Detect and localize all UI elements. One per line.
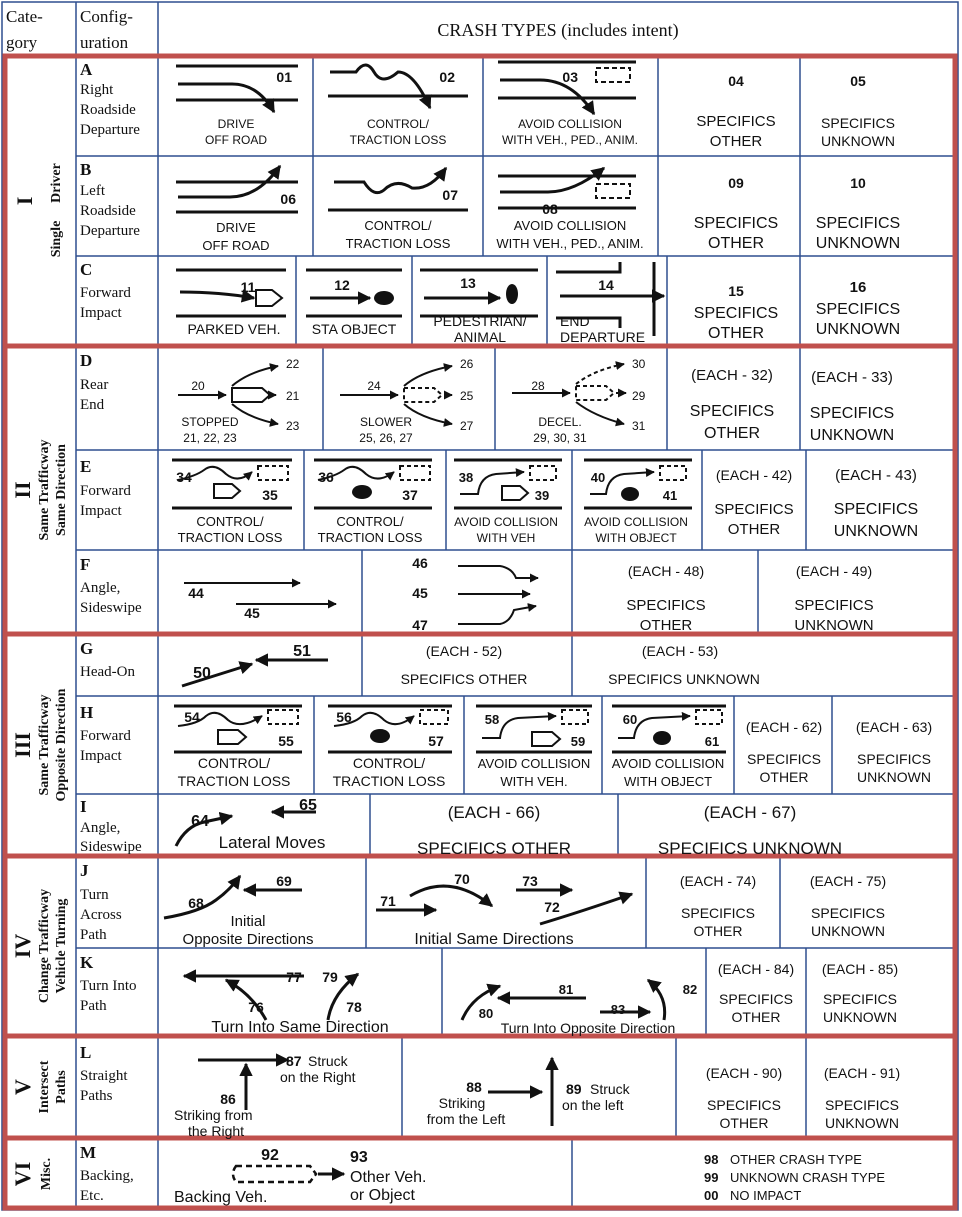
cell-54-number: 54 bbox=[184, 709, 200, 725]
row-E bbox=[172, 460, 692, 508]
cell-15-number: 15 bbox=[728, 283, 744, 299]
config-letter-E: E bbox=[80, 457, 92, 476]
cell-01-label-1: DRIVE bbox=[217, 117, 255, 131]
config-letter-I: I bbox=[80, 797, 87, 816]
cell-77-number: 77 bbox=[286, 969, 302, 985]
header-category-1: Cate- bbox=[6, 7, 43, 26]
cell-92-label-1: Backing Veh. bbox=[174, 1189, 268, 1206]
cell-05-label-2: UNKNOWN bbox=[821, 133, 895, 149]
cell-86-number: 86 bbox=[220, 1091, 236, 1107]
category-id-VI: VI bbox=[10, 1161, 35, 1187]
cell-70-label-1: Initial Same Directions bbox=[414, 931, 574, 948]
cell-16-label-1: SPECIFICS bbox=[815, 301, 901, 318]
cell-02-label-2: TRACTION LOSS bbox=[349, 133, 447, 147]
cell-75-label-1: SPECIFICS bbox=[811, 905, 885, 921]
cell-63-label-1: SPECIFICS bbox=[857, 751, 931, 767]
cell-87-label-1: Struck bbox=[308, 1053, 348, 1069]
cell-31-number: 31 bbox=[632, 419, 646, 433]
cell-34-label-2: TRACTION LOSS bbox=[177, 530, 283, 545]
cell-62-label-2: OTHER bbox=[759, 769, 809, 785]
cell-47-number: 47 bbox=[412, 617, 428, 633]
cell-74-label-1: SPECIFICS bbox=[681, 905, 755, 921]
config-name-L-2: Paths bbox=[80, 1088, 113, 1104]
cell-52-each: (EACH - 52) bbox=[425, 643, 503, 659]
cell-13-number: 13 bbox=[460, 275, 476, 291]
config-letter-H: H bbox=[80, 703, 94, 722]
cell-98-number: 98 bbox=[704, 1152, 719, 1167]
cell-58-number: 58 bbox=[484, 712, 500, 727]
cell-08 bbox=[498, 168, 636, 208]
config-letter-D: D bbox=[80, 351, 93, 370]
cell-69-number: 69 bbox=[276, 873, 292, 889]
cell-16-label-2: UNKNOWN bbox=[815, 321, 901, 338]
cell-26-number: 26 bbox=[460, 357, 474, 371]
config-letter-G: G bbox=[80, 639, 94, 658]
cell-04-number: 04 bbox=[728, 73, 744, 89]
category-id-IV: IV bbox=[10, 933, 35, 959]
cell-06-label-1: DRIVE bbox=[216, 220, 256, 235]
row-H bbox=[174, 706, 726, 752]
cell-38-label-2: WITH VEH bbox=[476, 531, 536, 545]
cell-58-label-1: AVOID COLLISION bbox=[477, 756, 591, 771]
cell-61-number: 61 bbox=[704, 734, 720, 749]
config-letter-K: K bbox=[80, 953, 94, 972]
config-letter-B: B bbox=[80, 160, 92, 179]
config-name-D-1: Rear bbox=[80, 377, 109, 393]
cell-43-label-2: UNKNOWN bbox=[833, 523, 919, 540]
cell-41-number: 41 bbox=[662, 488, 678, 503]
cell-65-number: 65 bbox=[299, 797, 317, 814]
cell-09-label-2: OTHER bbox=[708, 235, 764, 252]
cell-78-number: 78 bbox=[346, 999, 362, 1015]
config-name-K-2: Path bbox=[80, 998, 107, 1014]
cell-60-number: 60 bbox=[622, 712, 638, 727]
cell-40-label-1: AVOID COLLISION bbox=[584, 515, 688, 529]
cell-40-label-2: WITH OBJECT bbox=[595, 531, 677, 545]
category-name-III-1: Same Trafficway bbox=[37, 694, 52, 796]
cell-66-each: (EACH - 66) bbox=[447, 803, 541, 822]
config-name-G-1: Head-On bbox=[80, 664, 135, 680]
cell-38-number: 38 bbox=[458, 470, 474, 485]
cell-11-label-1: PARKED VEH. bbox=[187, 321, 281, 337]
cell-79-number: 79 bbox=[322, 969, 338, 985]
cell-slower-label-2: 25, 26, 27 bbox=[359, 431, 413, 445]
cell-20-number: 20 bbox=[191, 379, 205, 393]
cell-12-number: 12 bbox=[334, 277, 350, 293]
cell-80-label-1: Turn Into Opposite Direction bbox=[500, 1020, 676, 1036]
cell-01-label-2: OFF ROAD bbox=[205, 133, 267, 147]
cell-25-number: 25 bbox=[460, 389, 474, 403]
cell-03-label-1: AVOID COLLISION bbox=[518, 117, 622, 131]
header bbox=[6, 7, 679, 52]
cell-34-number: 34 bbox=[176, 469, 192, 485]
cell-84-label-2: OTHER bbox=[731, 1009, 781, 1025]
cell-27-number: 27 bbox=[460, 419, 474, 433]
config-name-E-1: Forward bbox=[80, 483, 131, 499]
cell-85-each: (EACH - 85) bbox=[821, 961, 899, 977]
cell-92-number: 92 bbox=[261, 1147, 279, 1164]
cell-88-number: 88 bbox=[466, 1079, 482, 1095]
cell-67-label-1: SPECIFICS UNKNOWN bbox=[657, 839, 843, 858]
cell-22-number: 22 bbox=[286, 357, 300, 371]
row-M bbox=[233, 1166, 344, 1182]
config-letter-M: M bbox=[80, 1143, 97, 1162]
cell-54-label-2: TRACTION LOSS bbox=[177, 773, 291, 789]
config-name-J-3: Path bbox=[80, 927, 107, 943]
cell-86-label-2: the Right bbox=[188, 1123, 245, 1139]
header-configuration-1: Config- bbox=[80, 7, 133, 26]
cell-62-label-1: SPECIFICS bbox=[747, 751, 821, 767]
cell-29-number: 29 bbox=[632, 389, 646, 403]
cell-85-label-2: UNKNOWN bbox=[823, 1009, 897, 1025]
cell-43-label-1: SPECIFICS bbox=[833, 501, 919, 518]
cell-63-label-2: UNKNOWN bbox=[857, 769, 931, 785]
config-name-F-1: Angle, bbox=[80, 580, 121, 596]
category-name-V-2: Paths bbox=[54, 1070, 69, 1104]
cell-07-label-1: CONTROL/ bbox=[364, 218, 432, 233]
cell-59-number: 59 bbox=[570, 734, 586, 749]
category-name-V-1: Intersect bbox=[37, 1060, 52, 1114]
config-letter-C: C bbox=[80, 260, 93, 279]
cell-48-each: (EACH - 48) bbox=[627, 563, 705, 579]
cell-80-number: 80 bbox=[478, 1006, 494, 1021]
cell-45b-number: 45 bbox=[412, 585, 428, 601]
cell-33-label-2: UNKNOWN bbox=[809, 427, 895, 444]
cell-90-label-2: OTHER bbox=[719, 1115, 769, 1131]
category-name-I-1: Single bbox=[49, 220, 64, 258]
cell-91-each: (EACH - 91) bbox=[823, 1065, 901, 1081]
cell-53-label-1: SPECIFICS UNKNOWN bbox=[608, 671, 760, 687]
cell-00-label: NO IMPACT bbox=[730, 1188, 802, 1203]
cell-15-label-2: OTHER bbox=[708, 325, 764, 342]
cell-decel-label-2: 29, 30, 31 bbox=[533, 431, 587, 445]
cell-01-number: 01 bbox=[276, 69, 292, 85]
cell-76-label-1: Turn Into Same Direction bbox=[211, 1019, 389, 1036]
cell-49-label-1: SPECIFICS bbox=[794, 597, 874, 614]
cell-32-each: (EACH - 32) bbox=[691, 367, 773, 384]
cell-56-label-2: TRACTION LOSS bbox=[332, 773, 446, 789]
cell-40-number: 40 bbox=[590, 470, 606, 485]
cell-62-each: (EACH - 62) bbox=[745, 719, 823, 735]
cell-74-label-2: OTHER bbox=[693, 923, 743, 939]
cell-02-label-1: CONTROL/ bbox=[366, 117, 430, 131]
cell-05-label-1: SPECIFICS bbox=[821, 115, 895, 131]
cell-93-number: 93 bbox=[350, 1149, 368, 1166]
config-name-E-2: Impact bbox=[80, 503, 122, 519]
category-id-I: I bbox=[12, 196, 37, 206]
config-name-C-2: Impact bbox=[80, 305, 122, 321]
cell-75-label-2: UNKNOWN bbox=[811, 923, 885, 939]
cell-15-label-1: SPECIFICS bbox=[693, 305, 779, 322]
config-letter-J: J bbox=[80, 861, 89, 880]
cell-13-label-1: PEDESTRIAN/ bbox=[433, 313, 527, 329]
cell-32-label-1: SPECIFICS bbox=[689, 403, 775, 420]
cell-98-label: OTHER CRASH TYPE bbox=[730, 1152, 862, 1167]
cell-34-label-1: CONTROL/ bbox=[196, 514, 264, 529]
config-name-M-1: Backing, bbox=[80, 1168, 134, 1184]
cell-58-label-2: WITH VEH. bbox=[500, 774, 568, 789]
cell-16-number: 16 bbox=[849, 279, 867, 296]
cell-37-number: 37 bbox=[402, 487, 418, 503]
config-name-D-2: End bbox=[80, 397, 105, 413]
cell-49-each: (EACH - 49) bbox=[795, 563, 873, 579]
cell-89-number: 89 bbox=[566, 1081, 582, 1097]
category-name-II-2: Same Direction bbox=[54, 444, 69, 536]
cell-81-number: 81 bbox=[558, 982, 574, 997]
config-name-M-2: Etc. bbox=[80, 1188, 104, 1204]
cell-stopped-label-2: 21, 22, 23 bbox=[183, 431, 237, 445]
config-letter-F: F bbox=[80, 555, 91, 574]
config-name-A-1: Right bbox=[80, 82, 114, 98]
cell-60-label-1: AVOID COLLISION bbox=[611, 756, 725, 771]
cell-68-label-1: Initial bbox=[230, 913, 266, 930]
cell-70-number: 70 bbox=[454, 871, 470, 887]
cell-14-number: 14 bbox=[598, 277, 614, 293]
cell-03-label-2: WITH VEH., PED., ANIM. bbox=[501, 133, 639, 147]
cell-71-number: 71 bbox=[380, 893, 396, 909]
cell-08-number: 08 bbox=[542, 201, 558, 217]
cell-09-label-1: SPECIFICS bbox=[693, 215, 779, 232]
cell-88-label-2: from the Left bbox=[426, 1111, 506, 1127]
cell-32-label-2: OTHER bbox=[704, 425, 760, 442]
config-name-I-1: Angle, bbox=[80, 820, 121, 836]
config-name-B-1: Left bbox=[80, 183, 105, 199]
cell-11 bbox=[176, 270, 286, 316]
cell-12 bbox=[306, 270, 402, 316]
category-id-V: V bbox=[10, 1079, 35, 1095]
cell-48-label-2: OTHER bbox=[639, 617, 693, 634]
cell-08-label-2: WITH VEH., PED., ANIM. bbox=[496, 236, 644, 251]
cell-84-each: (EACH - 84) bbox=[717, 961, 795, 977]
cell-88-label-1: Striking bbox=[438, 1095, 486, 1111]
cell-99-label: UNKNOWN CRASH TYPE bbox=[730, 1170, 886, 1185]
cell-56-number: 56 bbox=[336, 709, 352, 725]
cell-91-label-1: SPECIFICS bbox=[825, 1097, 899, 1113]
cell-45a-number: 45 bbox=[244, 605, 260, 621]
config-name-K-1: Turn Into bbox=[80, 978, 137, 994]
cell-09-number: 09 bbox=[728, 175, 744, 191]
row-B bbox=[176, 166, 636, 212]
cell-68-number: 68 bbox=[188, 895, 204, 911]
cell-87-label-2: on the Right bbox=[280, 1069, 356, 1085]
config-name-J-1: Turn bbox=[80, 887, 109, 903]
cell-52-label-1: SPECIFICS OTHER bbox=[400, 671, 528, 687]
cell-42-label-2: OTHER bbox=[727, 521, 781, 538]
cell-82-number: 82 bbox=[682, 982, 698, 997]
config-name-J-2: Across bbox=[80, 907, 122, 923]
cell-07-number: 07 bbox=[442, 187, 458, 203]
config-letter-L: L bbox=[80, 1043, 92, 1062]
cell-51-number: 51 bbox=[293, 643, 311, 660]
config-name-H-1: Forward bbox=[80, 728, 131, 744]
cell-83-number: 83 bbox=[610, 1002, 626, 1017]
cell-90-label-1: SPECIFICS bbox=[707, 1097, 781, 1113]
config-name-B-3: Departure bbox=[80, 223, 140, 239]
cell-36-label-1: CONTROL/ bbox=[336, 514, 404, 529]
cell-39-number: 39 bbox=[534, 488, 550, 503]
cell-24-number: 24 bbox=[367, 379, 381, 393]
cell-75-each: (EACH - 75) bbox=[809, 873, 887, 889]
config-name-A-2: Roadside bbox=[80, 102, 136, 118]
cell-12-label-1: STA OBJECT bbox=[311, 321, 397, 337]
cell-53-each: (EACH - 53) bbox=[641, 643, 719, 659]
cell-00-number: 00 bbox=[704, 1188, 719, 1203]
cell-57-number: 57 bbox=[428, 733, 444, 749]
cell-36-label-2: TRACTION LOSS bbox=[317, 530, 423, 545]
row-F bbox=[184, 566, 538, 624]
cell-89-label-2: on the left bbox=[562, 1097, 624, 1113]
cell-66-label-1: SPECIFICS OTHER bbox=[417, 839, 571, 858]
cell-73-number: 73 bbox=[522, 873, 538, 889]
cell-30-number: 30 bbox=[632, 357, 646, 371]
config-name-I-2: Sideswipe bbox=[80, 839, 142, 855]
cell-60-label-2: WITH OBJECT bbox=[623, 774, 713, 789]
cell-21-number: 21 bbox=[286, 389, 300, 403]
cell-76-number: 76 bbox=[248, 999, 264, 1015]
config-name-C-1: Forward bbox=[80, 285, 131, 301]
cell-43-each: (EACH - 43) bbox=[835, 467, 917, 484]
cell-44-number: 44 bbox=[188, 585, 204, 601]
category-id-III: III bbox=[10, 732, 35, 758]
cell-04-label-1: SPECIFICS bbox=[696, 113, 776, 130]
config-name-H-2: Impact bbox=[80, 748, 122, 764]
cell-64-number: 64 bbox=[191, 813, 209, 830]
cell-54-label-1: CONTROL/ bbox=[197, 755, 271, 771]
cell-48-label-1: SPECIFICS bbox=[626, 597, 706, 614]
cell-23-number: 23 bbox=[286, 419, 300, 433]
cell-68-label-2: Opposite Directions bbox=[182, 931, 314, 948]
config-name-B-2: Roadside bbox=[80, 203, 136, 219]
category-name-IV-1: Change Trafficway bbox=[37, 888, 52, 1004]
cell-decel-label-1: DECEL. bbox=[538, 415, 582, 429]
cell-05-number: 05 bbox=[850, 73, 866, 89]
cell-02-number: 02 bbox=[439, 69, 455, 85]
cell-93-label-2: or Object bbox=[350, 1187, 415, 1204]
cell-36-number: 36 bbox=[318, 469, 334, 485]
header-category-2: gory bbox=[6, 33, 38, 52]
cell-33-label-1: SPECIFICS bbox=[809, 405, 895, 422]
cell-03-number: 03 bbox=[562, 69, 578, 85]
cell-99-number: 99 bbox=[704, 1170, 719, 1185]
cell-28-number: 28 bbox=[531, 379, 545, 393]
cell-46-number: 46 bbox=[412, 555, 428, 571]
cell-07-label-2: TRACTION LOSS bbox=[345, 236, 451, 251]
category-id-II: II bbox=[10, 481, 35, 499]
category-name-I-2: Driver bbox=[49, 163, 64, 203]
cell-38-label-1: AVOID COLLISION bbox=[454, 515, 558, 529]
cell-63-each: (EACH - 63) bbox=[855, 719, 933, 735]
cell-11-number: 11 bbox=[240, 279, 256, 295]
cell-06-number: 06 bbox=[280, 191, 296, 207]
cell-85-label-1: SPECIFICS bbox=[823, 991, 897, 1007]
cell-56-label-1: CONTROL/ bbox=[352, 755, 426, 771]
cell-67-each: (EACH - 67) bbox=[703, 803, 797, 822]
cell-08-label-1: AVOID COLLISION bbox=[513, 218, 627, 233]
cell-06-label-2: OFF ROAD bbox=[202, 238, 270, 253]
config-name-L-1: Straight bbox=[80, 1068, 128, 1084]
cell-84-label-1: SPECIFICS bbox=[719, 991, 793, 1007]
cell-13-label-2: ANIMAL bbox=[453, 329, 507, 345]
cell-13 bbox=[420, 270, 538, 316]
cell-72-number: 72 bbox=[544, 899, 560, 915]
cell-14-label-1: END bbox=[560, 313, 590, 329]
cell-50-number: 50 bbox=[193, 665, 211, 682]
cell-33-each: (EACH - 33) bbox=[811, 369, 893, 386]
cell-91-label-2: UNKNOWN bbox=[825, 1115, 899, 1131]
header-crash-types: CRASH TYPES (includes intent) bbox=[437, 20, 679, 40]
cell-14-label-2: DEPARTURE bbox=[560, 329, 646, 345]
header-configuration-2: uration bbox=[80, 33, 129, 52]
cell-10-label-2: UNKNOWN bbox=[815, 235, 901, 252]
cell-04-label-2: OTHER bbox=[709, 133, 763, 150]
config-name-A-3: Departure bbox=[80, 122, 140, 138]
config-name-F-2: Sideswipe bbox=[80, 600, 142, 616]
cell-stopped-label-1: STOPPED bbox=[181, 415, 239, 429]
cell-93-label-1: Other Veh. bbox=[350, 1169, 427, 1186]
category-name-II-1: Same Trafficway bbox=[37, 439, 52, 541]
cell-64-label-1: Lateral Moves bbox=[218, 833, 326, 852]
cell-89-label-1: Struck bbox=[590, 1081, 630, 1097]
cell-49-label-2: UNKNOWN bbox=[794, 617, 874, 634]
cell-35-number: 35 bbox=[262, 487, 278, 503]
config-letter-A: A bbox=[80, 60, 93, 79]
cell-87-number: 87 bbox=[286, 1053, 302, 1069]
cell-10-number: 10 bbox=[850, 175, 866, 191]
cell-74-each: (EACH - 74) bbox=[679, 873, 757, 889]
cell-slower-label-1: SLOWER bbox=[359, 415, 413, 429]
cell-86-label-1: Striking from bbox=[174, 1107, 253, 1123]
category-name-VI-1: Misc. bbox=[39, 1157, 54, 1191]
cell-55-number: 55 bbox=[278, 733, 294, 749]
category-name-IV-2: Vehicle Turning bbox=[54, 898, 69, 994]
cell-90-each: (EACH - 90) bbox=[705, 1065, 783, 1081]
cell-10-label-1: SPECIFICS bbox=[815, 215, 901, 232]
cell-42-each: (EACH - 42) bbox=[715, 467, 793, 483]
category-name-III-2: Opposite Direction bbox=[54, 688, 69, 802]
cell-42-label-1: SPECIFICS bbox=[714, 501, 794, 518]
